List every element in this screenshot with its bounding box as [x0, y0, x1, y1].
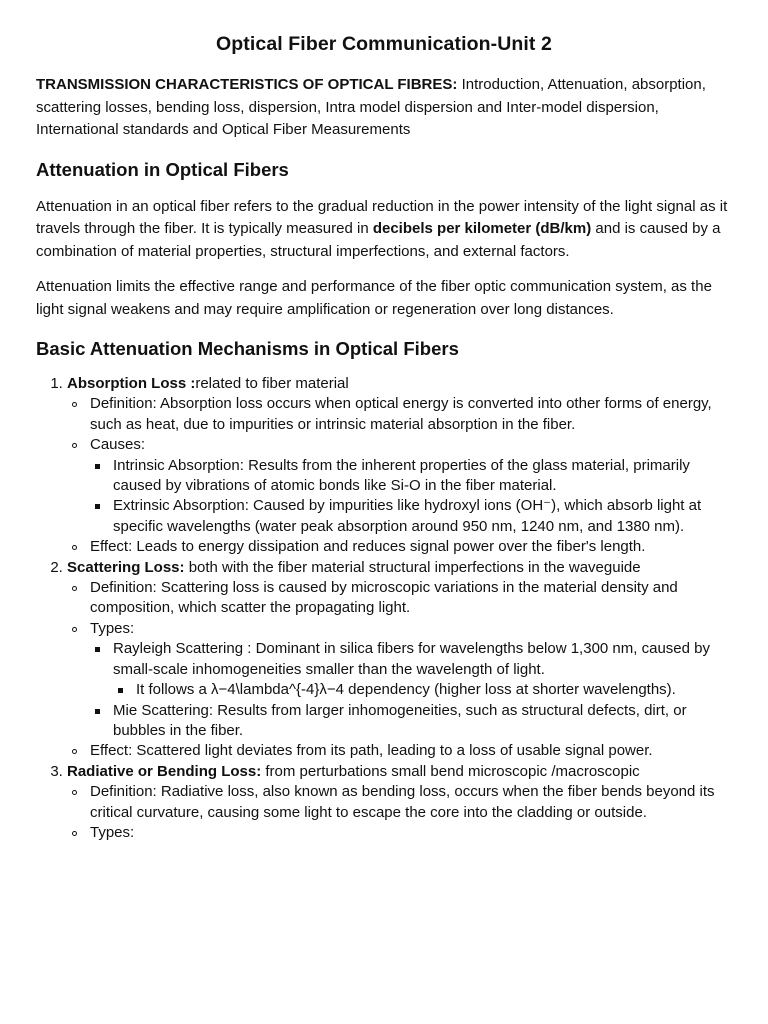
absorption-causes-list — [90, 456, 732, 538]
section-heading-attenuation: Attenuation in Optical Fibers — [36, 158, 289, 180]
scattering-label: Scattering Loss: — [67, 558, 185, 576]
bending-sublist — [67, 782, 732, 843]
bending-label: Radiative or Bending Loss: — [67, 762, 262, 780]
section-heading-mechanisms: Basic Attenuation Mechanisms in Optical Fibers — [36, 338, 459, 359]
bending-types: Types: — [90, 823, 732, 843]
bending-definition: Definition: Radiative loss, also known as bending loss, occurs when the fiber bends beyond its critical curvature, causing some light to escape the core into the cladding or outside. — [90, 782, 732, 823]
attenuation-p1-text-a: Attenuation in an optical fiber refers to the gradual reduction in the power intensity of the light signal as it travels through the fiber. It is typically measured in — [36, 197, 728, 237]
scattering-sublist — [67, 578, 732, 762]
absorption-sublist — [67, 394, 732, 557]
bending-label-rest: from perturbations small bend microscopic /macroscopic — [261, 762, 640, 780]
rayleigh-dependency: It follows a λ−4\lambda^{-4}λ−4 dependency (higher loss at shorter wavelengths). — [136, 680, 732, 700]
attenuation-p1-text-b: and is caused by a combination of material properties, structural imperfections, and external factors. — [36, 220, 721, 260]
scattering-effect: Effect: Scattered light deviates from its path, leading to a loss of usable signal power. — [90, 741, 732, 761]
scattering-label-rest: both with the fiber material structural imperfections in the waveguide — [184, 558, 641, 576]
scattering-types-label: Types: — [90, 619, 135, 637]
cause-extrinsic: Extrinsic Absorption: Caused by impurities like hydroxyl ions (OH⁻), which absorb light at specific wavelengths (water peak absorption around 950 nm, 1240 nm, and 1380 nm). — [113, 496, 732, 537]
type-rayleigh — [113, 639, 732, 700]
mechanisms-list — [36, 374, 732, 843]
absorption-causes-label: Causes: — [90, 436, 146, 454]
absorption-causes — [90, 435, 732, 537]
rayleigh-text: Rayleigh Scattering : Dominant in silica fibers for wavelengths below 1,300 nm, caused by small-scale inhomogeneities smaller than the wavelength of light. — [113, 640, 710, 678]
list-item-absorption — [67, 374, 732, 558]
absorption-effect: Effect: Leads to energy dissipation and reduces signal power over the fiber's length. — [90, 537, 732, 557]
scattering-types — [90, 619, 732, 741]
absorption-label-rest: related to fiber material — [195, 375, 349, 392]
intro-label: TRANSMISSION CHARACTERISTICS OF OPTICAL FIBRES: — [36, 76, 458, 93]
attenuation-p1-bold: decibels per kilometer (dB/km) — [372, 220, 592, 237]
list-item-scattering — [67, 558, 732, 762]
page-title: Optical Fiber Communication-Unit 2 — [215, 33, 552, 55]
rayleigh-sublist — [113, 680, 732, 700]
intro-paragraph — [36, 74, 732, 142]
absorption-definition: Definition: Absorption loss occurs when optical energy is converted into other forms of energy, such as heat, due to impurities or intrinsic material absorption in the fiber. — [90, 394, 732, 435]
cause-intrinsic: Intrinsic Absorption: Results from the inherent properties of the glass material, primarily caused by vibrations of atomic bonds like Si-O in the fiber material. — [113, 456, 732, 497]
attenuation-paragraph-1 — [36, 196, 732, 264]
intro-text: Introduction, Attenuation, absorption, scattering losses, bending loss, dispersion, Intra model dispersion and Inter-model dispersion, International standards and Optical Fiber Measurements — [36, 76, 706, 138]
list-item-bending — [67, 762, 732, 844]
attenuation-paragraph-2: Attenuation limits the effective range and performance of the fiber optic communication system, as the light signal weakens and may require amplification or regeneration over long distances. — [36, 278, 712, 318]
absorption-label: Absorption Loss : — [67, 375, 196, 392]
scattering-types-list — [90, 639, 732, 741]
type-mie: Mie Scattering: Results from larger inhomogeneities, such as structural defects, dirt, or bubbles in the fiber. — [113, 701, 732, 742]
scattering-definition: Definition: Scattering loss is caused by microscopic variations in the material density and composition, which scatter the propagating light. — [90, 578, 732, 619]
